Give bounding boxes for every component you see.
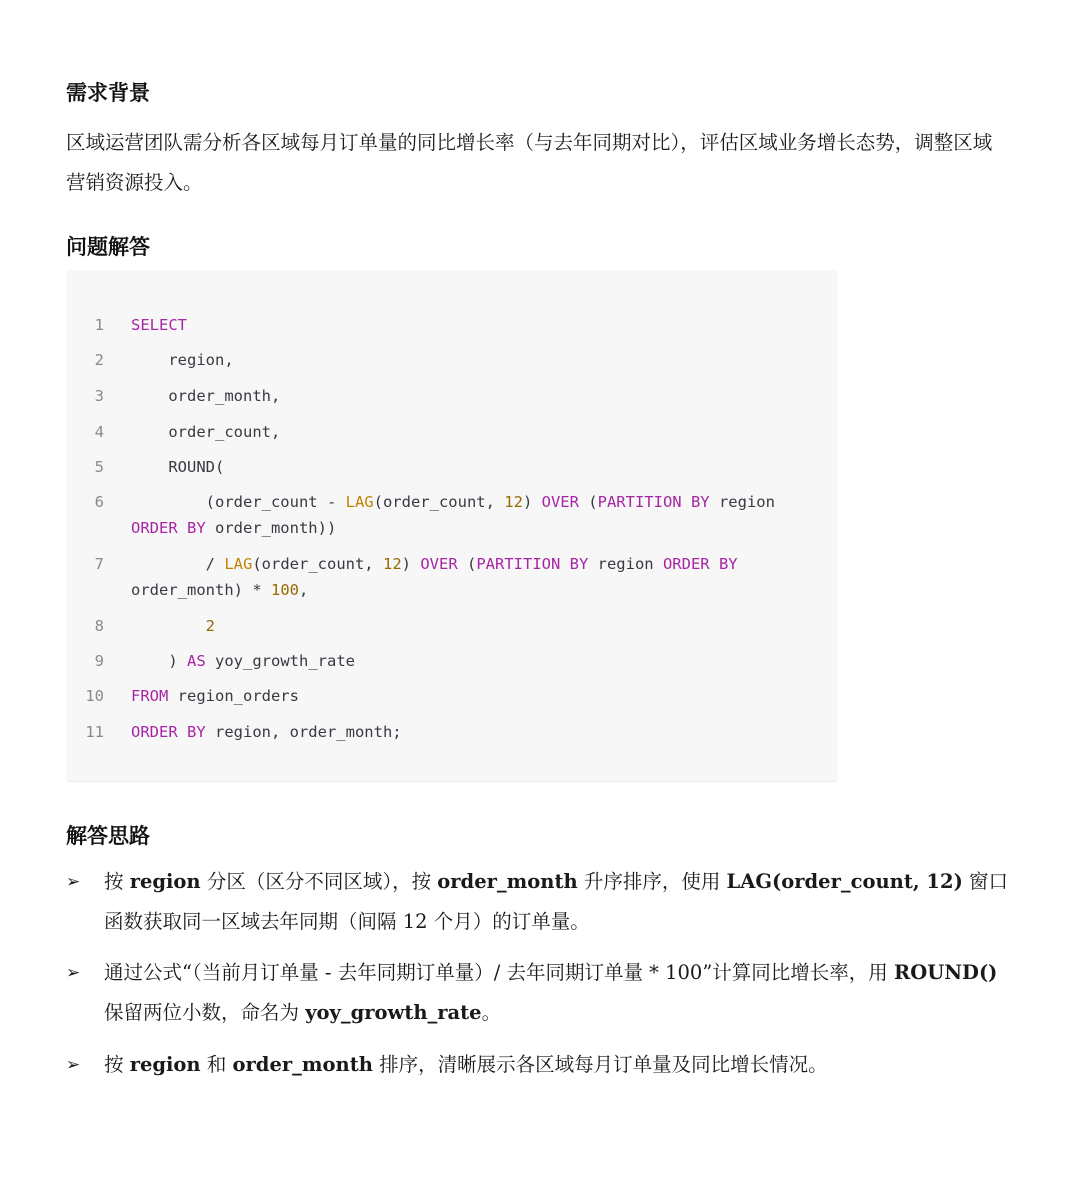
code-text (131, 383, 811, 409)
bullet-text (104, 862, 1009, 942)
arrow-bullet-icon: ➢ (66, 1055, 81, 1075)
code-token: FROM (131, 687, 169, 705)
text-run: 排序，清晰展示各区域每月订单量及同比增长情况。 (372, 1053, 828, 1076)
code-token: 12 (382, 555, 402, 573)
code-token: ( (578, 493, 598, 511)
bold-term: ROUND() (894, 961, 998, 984)
code-token: 100 (270, 581, 299, 599)
text-run: 通过公式“（当前月订单量 - 去年同期订单量）/ 去年同期订单量 * 100”计算同比增长率，用 (104, 961, 895, 984)
code-token: LAG (224, 555, 253, 573)
text-run: 分区（区分不同区域），按 (200, 870, 438, 893)
section-title-background: 需求背景 (66, 81, 150, 105)
line-number: 3 (94, 387, 104, 405)
bold-term: order_month (437, 870, 578, 893)
arrow-bullet-icon: ➢ (66, 872, 81, 892)
arrow-bullet-icon: ➢ (66, 963, 81, 983)
code-text (131, 454, 811, 480)
code-token: yoy_growth_rate (205, 652, 355, 670)
text-run: 按 (104, 1053, 130, 1076)
text-run: 按 (104, 870, 130, 893)
section-title-thinking: 解答思路 (66, 824, 150, 848)
bullet-text (104, 953, 1009, 1033)
code-token: region (588, 555, 663, 573)
code-token: ) (401, 555, 421, 573)
code-token: ORDER BY (131, 519, 206, 537)
code-token: OVER (541, 493, 579, 511)
code-token: ORDER BY (662, 555, 738, 573)
sql-code-block[interactable] (66, 270, 838, 781)
code-text (131, 648, 811, 674)
line-number: 10 (85, 687, 104, 705)
line-number: 8 (94, 617, 104, 635)
code-token: order_month, (131, 387, 281, 405)
code-token: ) (131, 652, 187, 670)
code-token: 2 (131, 617, 215, 635)
code-token: (order_count, (373, 493, 505, 511)
code-token: OVER (420, 555, 458, 573)
code-token: order_month)) (205, 519, 337, 537)
code-token: region, order_month; (205, 723, 402, 741)
bold-term: order_month (232, 1053, 373, 1076)
text-run: 升序排序，使用 (577, 870, 727, 893)
text-run: 保留两位小数，命名为 (104, 1001, 306, 1024)
code-token: AS (187, 652, 206, 670)
section-title-answer: 问题解答 (66, 235, 150, 259)
code-token: PARTITION BY (597, 493, 710, 511)
line-number: 2 (94, 351, 104, 369)
line-number: 4 (94, 423, 104, 441)
code-token: 12 (504, 493, 523, 511)
code-text (131, 347, 811, 373)
code-token: ( (457, 555, 477, 573)
bold-term: yoy_growth_rate (305, 1001, 482, 1024)
code-text (131, 683, 811, 709)
line-number: 1 (94, 316, 104, 334)
line-number: 9 (94, 652, 104, 670)
code-token: (order_count, (252, 555, 383, 573)
text-run: 窗口函数获取同一区域去年同期（间隔 12 个月）的订单量。 (104, 870, 1008, 933)
line-number: 6 (94, 493, 104, 511)
code-token: (order_count - (131, 493, 346, 511)
code-text (131, 551, 811, 603)
code-token: ORDER BY (131, 723, 206, 741)
code-token: LAG (345, 493, 374, 511)
code-token: order_count, (131, 423, 281, 441)
code-text (131, 613, 811, 639)
text-run: 。 (481, 1001, 502, 1024)
code-token: region (709, 493, 785, 511)
code-token: ) (522, 493, 542, 511)
code-token: region_orders (168, 687, 299, 705)
background-paragraph: 区域运营团队需分析各区域每月订单量的同比增长率（与去年同期对比），评估区域业务增长态势，调整区域营销资源投入。 (66, 131, 993, 194)
code-token: ROUND( (131, 458, 225, 476)
code-token: order_month) * (131, 555, 747, 599)
bold-term: LAG(order_count, 12) (726, 870, 963, 893)
code-token: SELECT (131, 316, 187, 334)
line-number: 11 (85, 723, 104, 741)
line-number: 7 (94, 555, 104, 573)
bullet-text (104, 1045, 1009, 1085)
code-text (131, 312, 811, 338)
bold-term: region (129, 1053, 201, 1076)
text-run: 和 (200, 1053, 233, 1076)
code-token: , (298, 581, 309, 599)
code-token: PARTITION BY (476, 555, 589, 573)
code-text (131, 719, 811, 745)
code-text (131, 419, 811, 445)
line-number: 5 (94, 458, 104, 476)
code-token: region, (131, 351, 234, 369)
code-text (131, 489, 811, 541)
bold-term: region (129, 870, 201, 893)
code-token: / (131, 555, 225, 573)
